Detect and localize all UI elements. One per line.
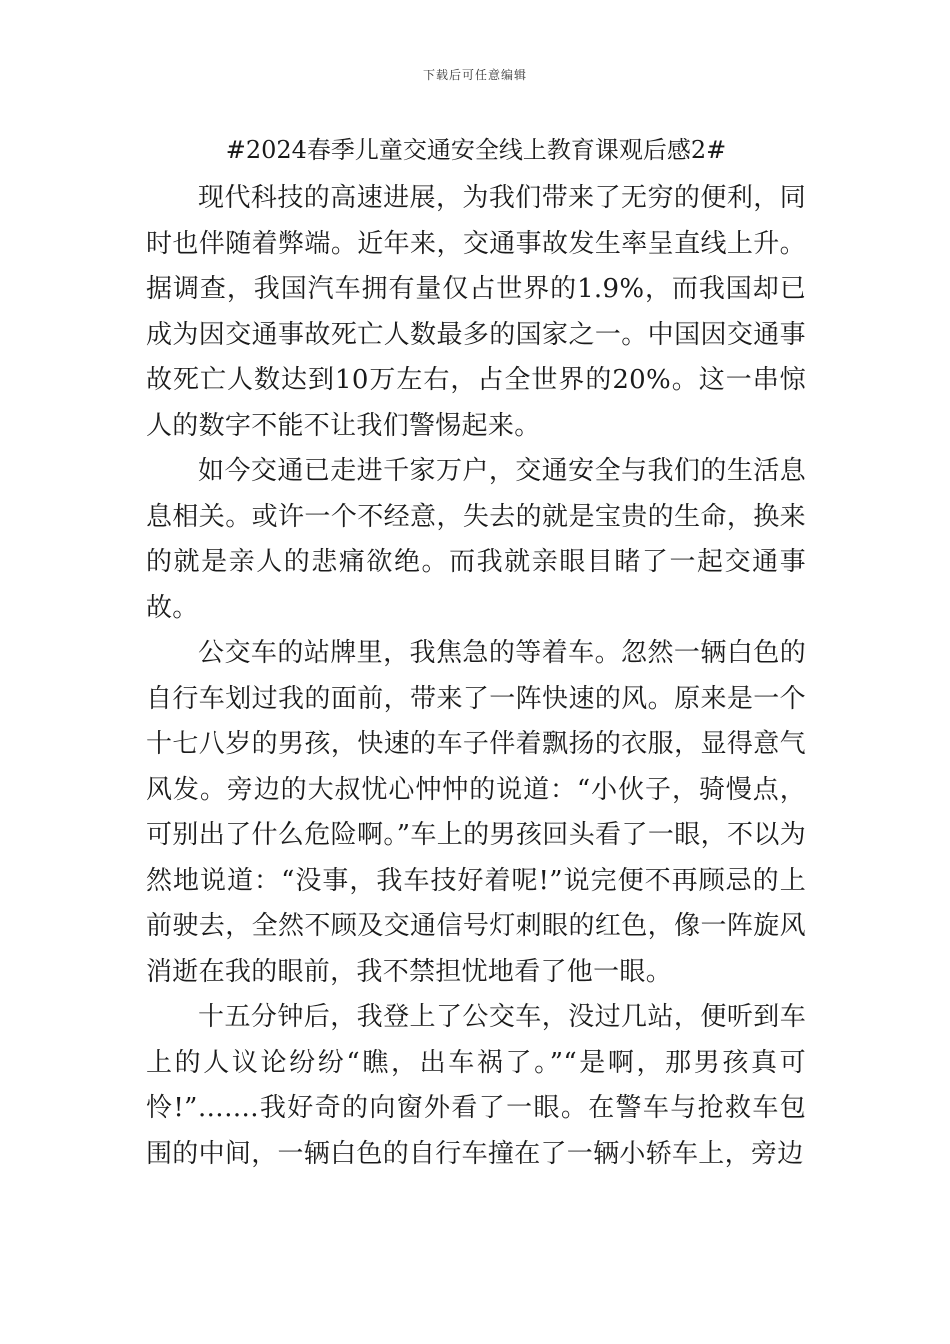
header-note: 下载后可任意编辑	[422, 68, 527, 82]
paragraph-3: 公交车的站牌里，我焦急的等着车。忽然一辆白色的自行车划过我的面前，带来了一阵快速的风。原来是一个十七八岁的男孩，快速的车子伴着飘扬的衣服，显得意气风发。旁边的大叔忧心忡忡的说道：“小伙子，骑慢点，可别出了什么危险啊。”车上的男孩回头看了一眼，不以为然地说道：“没事，我车技好着呢!”说完便不再顾忌的上前驶去，全然不顾及交通信号灯刺眼的红色，像一阵旋风消逝在我的眼前，我不禁担忧地看了他一眼。	[146, 638, 806, 987]
paragraph-1: 现代科技的高速进展，为我们带来了无穷的便利，同时也伴随着弊端。近年来，交通事故发生率呈直线上升。据调查，我国汽车拥有量仅占世界的1.9%，而我国却已成为因交通事故死亡人数最多的国家之一。中国因交通事故死亡人数达到10万左右，占全世界的20%。这一串惊人的数字不能不让我们警惕起来。	[146, 183, 806, 441]
document-title: #2024春季儿童交通安全线上教育课观后感2#	[225, 136, 727, 164]
document-body	[146, 176, 806, 1177]
paragraph-2: 如今交通已走进千家万户，交通安全与我们的生活息息相关。或许一个不经意，失去的就是宝贵的生命，换来的就是亲人的悲痛欲绝。而我就亲眼目睹了一起交通事故。	[146, 456, 806, 623]
paragraph-4: 十五分钟后，我登上了公交车，没过几站，便听到车上的人议论纷纷“瞧，出车祸了。”“是啊，那男孩真可怜!”…….我好奇的向窗外看了一眼。在警车与抢救车包围的中间，一辆白色的自行车撞在了一辆小轿车上，旁边	[146, 1002, 806, 1169]
